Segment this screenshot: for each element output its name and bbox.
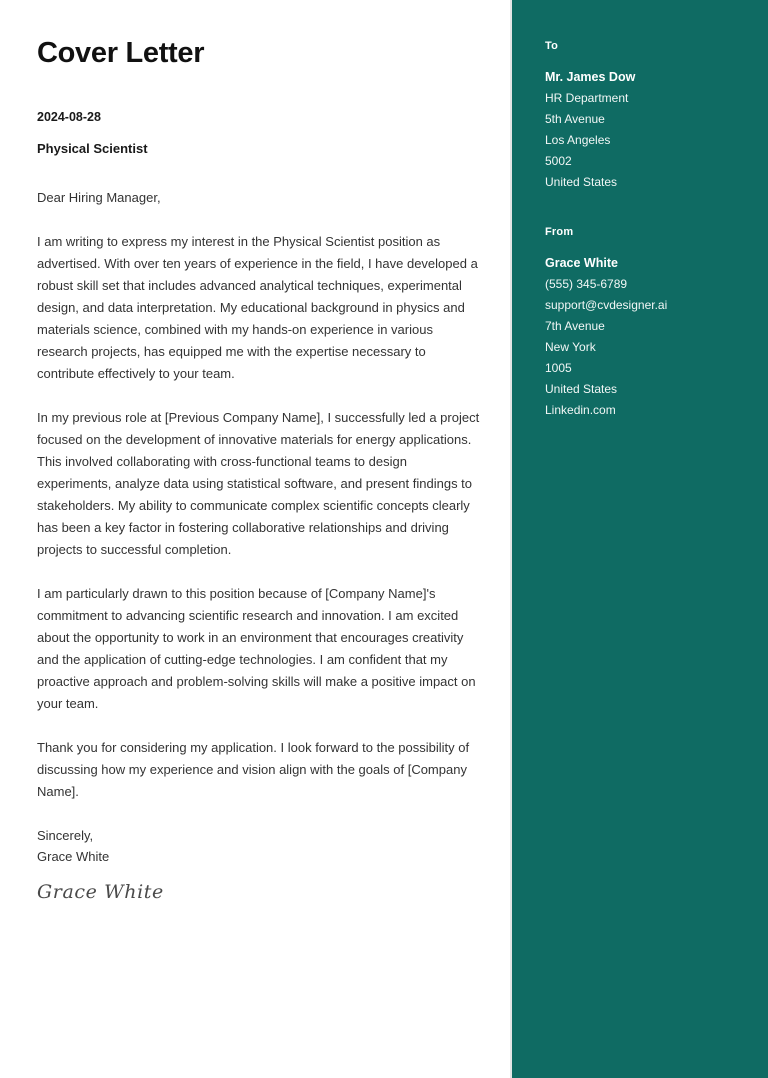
sender-line: 7th Avenue	[545, 319, 605, 333]
sender-line: 1005	[545, 361, 572, 375]
recipient-block	[545, 40, 748, 193]
sender-line: United States	[545, 382, 618, 396]
sender-block	[545, 226, 748, 421]
job-title: Physical Scientist	[37, 140, 148, 156]
sender-phone: (555) 345-6789	[545, 277, 628, 291]
contact-sidebar	[510, 0, 768, 1078]
sender-email[interactable]: support@cvdesigner.ai	[545, 298, 668, 312]
body-paragraph: Thank you for considering my application. I look forward to the possibility of discussing how my experience and vision align with the goals of [Company Name].	[37, 739, 470, 799]
closing-name: Grace White	[37, 848, 110, 864]
letter-date: 2024-08-28	[37, 109, 101, 124]
body-paragraph: I am writing to express my interest in the Physical Scientist position as advertised. With over ten years of experience in the field, I have developed a robust skill set that includes advanced analytical techniques, experimental design, and data interpretation. My educational background in physics and materials science, combined with my hands-on experience in various research projects, has equipped me with the expertise necessary to contribute effectively to your team.	[37, 233, 478, 381]
sender-heading: From	[545, 226, 574, 238]
recipient-heading: To	[545, 40, 559, 52]
salutation: Dear Hiring Manager,	[37, 189, 161, 205]
recipient-line: United States	[545, 175, 618, 189]
sender-name: Grace White	[545, 256, 618, 270]
body-paragraph: In my previous role at [Previous Company Name], I successfully led a project focused on the development of innovative materials for energy applications. This involved collaborating with cross-functional teams to design experiments, analyze data using statistical software, and present findings to stakeholders. My ability to communicate complex scientific concepts clearly has been a key factor in fostering collaborative relationships and driving projects to successful completion.	[37, 409, 480, 557]
recipient-name: Mr. James Dow	[545, 70, 636, 84]
closing-block	[37, 825, 482, 867]
signature: Grace White	[37, 880, 164, 903]
sender-line: New York	[545, 340, 596, 354]
recipient-line: Los Angeles	[545, 133, 611, 147]
closing-salutation: Sincerely,	[37, 827, 94, 843]
page-title: Cover Letter	[37, 37, 205, 69]
recipient-line: HR Department	[545, 91, 629, 105]
sender-linkedin[interactable]: Linkedin.com	[545, 403, 616, 417]
body-paragraph: I am particularly drawn to this position because of [Company Name]'s commitment to advancing scientific research and innovation. I am excited about the opportunity to work in an environment that encourages creativity and the application of cutting-edge technologies. I am confident that my proactive approach and problem-solving skills will make a positive impact on your team.	[37, 585, 476, 711]
recipient-line: 5th Avenue	[545, 112, 605, 126]
recipient-line: 5002	[545, 154, 572, 168]
